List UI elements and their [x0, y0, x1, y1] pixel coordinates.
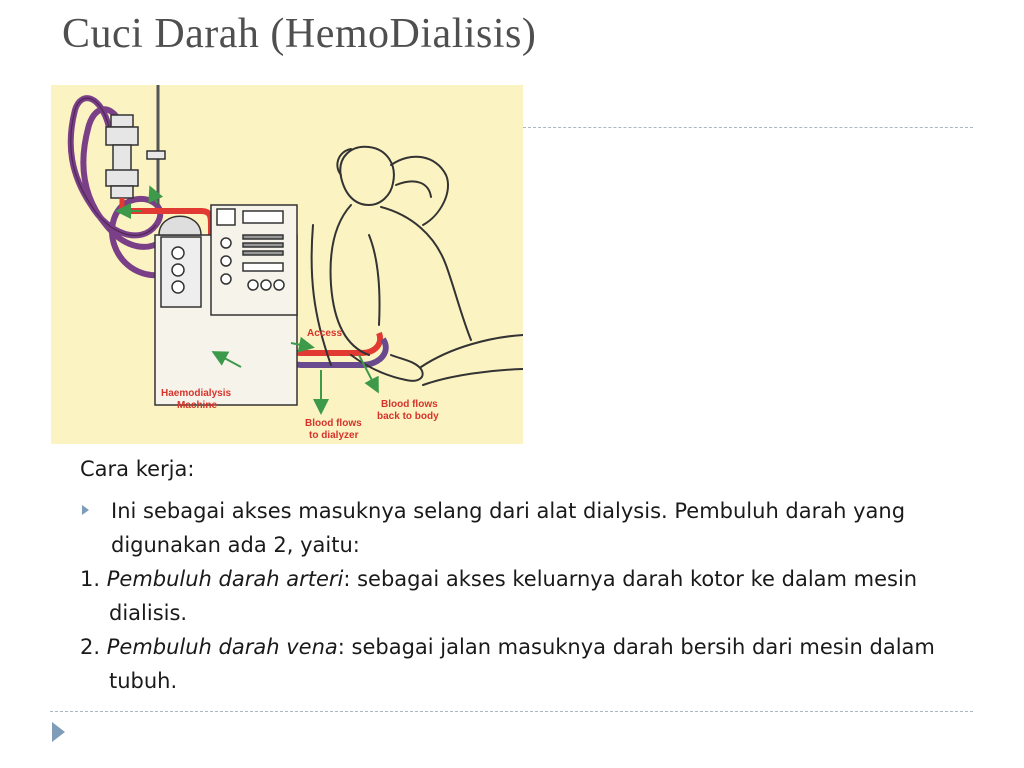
- bullet-text: Ini sebagai akses masuknya selang dari alat dialysis. Pembuluh darah yang digunakan ada 2, yaitu:: [111, 499, 906, 557]
- item-number: 2.: [80, 635, 101, 659]
- back-to-body-label-line2: back to body: [377, 411, 439, 422]
- machine-label-line1: Haemodialysis: [161, 388, 232, 399]
- dialyzer-column: [106, 115, 138, 198]
- to-dialyzer-label-line1: Blood flows: [305, 418, 362, 429]
- hemodialysis-illustration: [51, 85, 523, 444]
- bullet-item: [80, 494, 980, 562]
- list-item-vena: [80, 630, 980, 698]
- to-dialyzer-label-line2: to dialyzer: [309, 430, 359, 441]
- slide-body: [80, 452, 980, 698]
- slide-title: Cuci Darah (HemoDialisis): [62, 11, 537, 57]
- dialysis-machine: [155, 205, 297, 405]
- access-label: Access: [307, 328, 343, 339]
- item-number: 1.: [80, 567, 101, 591]
- machine-label-line2: Machine: [177, 400, 218, 411]
- item-text: : sebagai jalan masuknya darah bersih dari mesin dalam tubuh.: [109, 635, 935, 693]
- intro-text: Cara kerja:: [80, 457, 195, 481]
- list-item-arteri: [80, 562, 980, 630]
- item-text: : sebagai akses keluarnya darah kotor ke dalam mesin dialisis.: [109, 567, 918, 625]
- bottom-divider: [50, 711, 973, 712]
- bullet-arrow-icon: [82, 505, 89, 515]
- item-term: Pembuluh darah arteri: [106, 567, 344, 591]
- patient-figure: [312, 147, 523, 385]
- item-term: Pembuluh darah vena: [106, 635, 338, 659]
- play-triangle-icon[interactable]: [52, 722, 65, 742]
- back-to-body-label-line1: Blood flows: [381, 399, 438, 410]
- top-divider: [523, 127, 973, 128]
